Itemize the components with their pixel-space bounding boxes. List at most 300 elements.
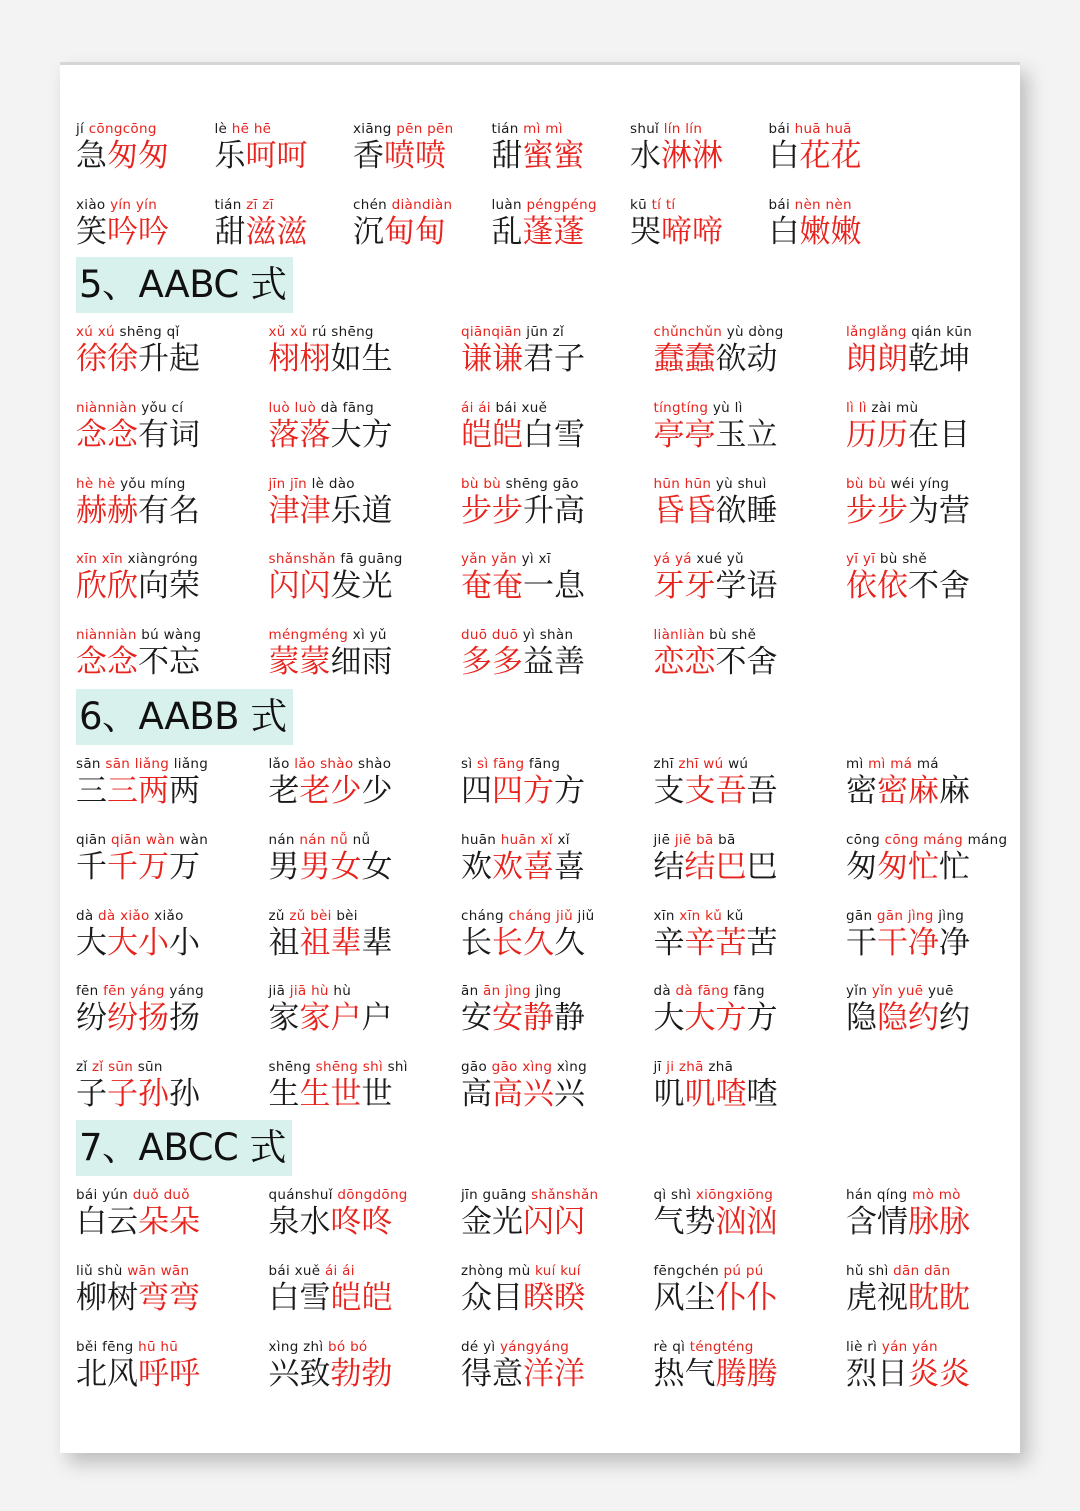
pinyin-segment: jiā — [268, 983, 286, 999]
pinyin-segment: yù lì — [712, 400, 743, 416]
idiom-characters — [461, 847, 585, 887]
character-segment: 扬 — [169, 1000, 200, 1036]
pinyin-line — [353, 197, 452, 213]
idiom-characters — [846, 847, 970, 887]
character-segment: 为营 — [908, 493, 970, 529]
idiom-item — [846, 756, 1039, 816]
pinyin-segment: jī — [653, 1059, 662, 1075]
pinyin-segment: bèi — [310, 908, 332, 924]
pinyin-segment: péngpéng — [526, 197, 597, 213]
pinyin-segment: zhī — [678, 756, 699, 772]
pinyin-line — [461, 324, 564, 340]
pinyin-line — [846, 1339, 938, 1355]
pinyin-segment: nǚ — [330, 832, 348, 848]
pinyin-segment: qiān — [110, 832, 142, 848]
pinyin-line — [269, 832, 371, 848]
pinyin-line — [461, 476, 579, 492]
pinyin-line — [76, 551, 198, 567]
character-segment: 白云 — [76, 1204, 138, 1240]
character-segment: 柳树 — [76, 1280, 138, 1316]
character-segment: 睽睽 — [523, 1280, 585, 1316]
pinyin-segment: ān — [483, 983, 501, 999]
character-segment: 支 — [653, 773, 685, 809]
pinyin-segment: lè dào — [311, 476, 355, 492]
idiom-characters — [269, 998, 393, 1038]
idiom-item — [654, 551, 847, 611]
pinyin-line — [654, 551, 744, 567]
character-segment: 呵呵 — [245, 138, 308, 174]
pinyin-line — [654, 1339, 754, 1355]
character-segment: 不舍 — [715, 644, 778, 680]
pinyin-segment: cháng — [461, 908, 504, 924]
idiom-characters — [269, 771, 393, 811]
idiom-characters — [492, 212, 585, 252]
idiom-characters — [846, 1278, 970, 1318]
idiom-characters — [769, 212, 862, 252]
pinyin-segment: niànniàn — [76, 400, 137, 416]
pinyin-line — [76, 908, 184, 924]
pinyin-segment: gān — [846, 908, 873, 924]
idiom-item — [654, 627, 847, 687]
pinyin-line — [269, 1059, 408, 1075]
pinyin-line — [492, 121, 563, 137]
pinyin-segment: yī yī — [846, 551, 876, 567]
idiom-characters — [846, 771, 970, 811]
pinyin-line — [461, 1339, 569, 1355]
pinyin-line — [269, 1187, 408, 1203]
idiom-characters — [461, 998, 585, 1038]
pinyin-segment: bú wàng — [141, 627, 202, 643]
pinyin-segment: sì — [461, 756, 473, 772]
pinyin-segment: yǎn yǎn — [461, 551, 518, 567]
pinyin-segment: bù bù — [461, 476, 502, 492]
idiom-characters — [269, 1278, 393, 1318]
idiom-item — [269, 551, 462, 611]
character-segment: 步步 — [461, 493, 523, 529]
character-segment: 扬 — [138, 1000, 169, 1036]
idiom-item — [654, 908, 847, 968]
pinyin-line — [76, 121, 157, 137]
character-segment: 生 — [299, 1076, 331, 1112]
character-segment: 学语 — [715, 568, 778, 604]
pinyin-segment: zǐ — [92, 1059, 104, 1075]
character-segment: 干 — [877, 925, 908, 961]
pinyin-segment: máng — [967, 832, 1008, 848]
pinyin-segment: qiān — [76, 832, 107, 848]
character-segment: 白 — [768, 214, 800, 250]
character-segment: 子 — [107, 1076, 138, 1112]
pinyin-segment: shēng gāo — [505, 476, 579, 492]
pinyin-segment: hūn hūn — [653, 476, 712, 492]
character-segment: 洋洋 — [523, 1356, 585, 1392]
idiom-characters — [846, 339, 970, 379]
pinyin-segment: niànniàn — [76, 627, 137, 643]
pinyin-segment: bái — [768, 197, 790, 213]
character-segment: 女 — [330, 849, 362, 885]
pinyin-segment: téngténg — [689, 1339, 754, 1355]
character-segment: 静 — [554, 1000, 585, 1036]
idiom-characters — [76, 998, 200, 1038]
idiom-item — [846, 1263, 1039, 1323]
idiom-item — [846, 832, 1039, 892]
pinyin-segment: diàndiàn — [391, 197, 453, 213]
pinyin-segment: mì mì — [523, 121, 563, 137]
character-segment: 欣欣 — [76, 568, 138, 604]
idiom-characters — [269, 491, 393, 531]
idiom-characters — [654, 1202, 778, 1242]
pinyin-segment: wú — [728, 756, 749, 772]
character-segment: 香 — [353, 138, 384, 174]
idiom-characters — [269, 339, 393, 379]
idiom-item — [654, 1059, 847, 1119]
character-segment: 谦谦 — [461, 341, 523, 377]
pinyin-segment: wàn — [145, 832, 175, 848]
character-segment: 大 — [684, 1000, 716, 1036]
idiom-item — [76, 1059, 269, 1119]
idiom-characters — [269, 923, 393, 963]
pinyin-segment: shǎnshǎn — [531, 1187, 599, 1203]
pinyin-segment: cōngcōng — [88, 121, 157, 137]
pinyin-line — [269, 983, 352, 999]
pinyin-line — [269, 551, 403, 567]
character-segment: 一息 — [523, 568, 585, 604]
idiom-item — [269, 1059, 462, 1119]
idiom-item — [269, 1339, 462, 1399]
idiom-item — [76, 983, 269, 1043]
character-segment: 兴 — [523, 1076, 554, 1112]
character-segment: 大 — [653, 1000, 685, 1036]
character-segment: 金光 — [461, 1204, 523, 1240]
character-segment: 密 — [877, 773, 908, 809]
character-segment: 蠢蠢 — [653, 341, 716, 377]
pinyin-segment: kǔ — [705, 908, 723, 924]
idiom-item — [76, 400, 269, 460]
idiom-characters — [846, 923, 970, 963]
character-segment: 男 — [299, 849, 331, 885]
pinyin-segment: nèn nèn — [794, 197, 852, 213]
idiom-item — [654, 1263, 847, 1323]
character-segment: 沉 — [353, 214, 384, 250]
character-segment: 北风 — [76, 1356, 138, 1392]
pinyin-segment: sān — [76, 756, 101, 772]
idiom-item — [654, 400, 847, 460]
idiom-characters — [269, 642, 393, 682]
pinyin-line — [846, 832, 1007, 848]
pinyin-segment: cháng — [508, 908, 552, 924]
character-segment: 辈 — [330, 925, 362, 961]
character-segment: 四 — [461, 773, 492, 809]
character-segment: 风尘 — [653, 1280, 716, 1316]
idiom-item — [654, 1187, 847, 1247]
pinyin-line — [269, 324, 374, 340]
pinyin-line — [269, 756, 392, 772]
character-segment: 苦 — [746, 925, 778, 961]
character-segment: 叽 — [684, 1076, 716, 1112]
character-segment: 细雨 — [330, 644, 393, 680]
character-segment: 水 — [630, 138, 661, 174]
idiom-characters — [76, 1202, 200, 1242]
pinyin-segment: jìng — [505, 983, 531, 999]
pinyin-line — [76, 476, 186, 492]
idiom-item — [269, 832, 462, 892]
character-segment: 两 — [138, 773, 169, 809]
character-segment: 蜜蜜 — [522, 138, 585, 174]
pinyin-segment: qì shì — [653, 1187, 692, 1203]
idiom-characters — [654, 998, 778, 1038]
idiom-characters — [654, 491, 778, 531]
idiom-item — [461, 1339, 654, 1399]
pinyin-segment: jiā — [289, 983, 307, 999]
idiom-characters — [654, 771, 778, 811]
character-segment: 泉水 — [268, 1204, 331, 1240]
character-segment: 蓬蓬 — [522, 214, 585, 250]
pinyin-line — [846, 983, 954, 999]
character-segment: 小 — [169, 925, 200, 961]
pinyin-segment: shuǐ — [630, 121, 660, 137]
pinyin-segment: luò luò — [268, 400, 317, 416]
character-segment: 向荣 — [138, 568, 200, 604]
pinyin-segment: fā guāng — [340, 551, 403, 567]
pinyin-line — [76, 1059, 163, 1075]
pinyin-segment: gāo — [491, 1059, 518, 1075]
pinyin-segment: wú — [703, 756, 724, 772]
pinyin-line — [76, 324, 180, 340]
character-segment: 祖 — [268, 925, 300, 961]
pinyin-segment: rú shēng — [311, 324, 374, 340]
character-segment: 户 — [361, 1000, 393, 1036]
idiom-characters — [76, 847, 200, 887]
character-segment: 白雪 — [523, 417, 585, 453]
character-segment: 欲动 — [715, 341, 778, 377]
idiom-item — [846, 983, 1039, 1043]
pinyin-line — [846, 908, 964, 924]
pinyin-segment: fāng — [733, 983, 765, 999]
pinyin-line — [269, 476, 355, 492]
pinyin-segment: zhòng mù — [461, 1263, 531, 1279]
character-segment: 步步 — [846, 493, 908, 529]
idiom-characters — [269, 847, 393, 887]
idiom-item — [461, 756, 654, 816]
character-segment: 千 — [76, 849, 107, 885]
pinyin-segment: duō duō — [461, 627, 519, 643]
idiom-characters — [76, 642, 200, 682]
pinyin-segment: yá yá — [653, 551, 692, 567]
pinyin-segment: fēn — [103, 983, 126, 999]
pinyin-segment: bái xuě — [495, 400, 548, 416]
pinyin-segment: xìng zhì — [268, 1339, 324, 1355]
pinyin-segment: nǚ — [352, 832, 371, 848]
character-segment: 安 — [492, 1000, 523, 1036]
character-segment: 户 — [330, 1000, 362, 1036]
idiom-characters — [76, 566, 200, 606]
pinyin-segment: bèi — [336, 908, 358, 924]
pinyin-line — [654, 324, 784, 340]
pinyin-segment: xiào — [76, 197, 106, 213]
pinyin-line — [76, 400, 183, 416]
idiom-item — [461, 627, 654, 687]
character-segment: 忙 — [939, 849, 970, 885]
idiom-item — [76, 627, 269, 687]
idiom-characters — [461, 923, 585, 963]
pinyin-segment: zǔ — [268, 908, 285, 924]
character-segment: 炎炎 — [908, 1356, 970, 1392]
pinyin-line — [654, 400, 743, 416]
character-segment: 千 — [107, 849, 138, 885]
character-segment: 气势 — [653, 1204, 716, 1240]
pinyin-segment: fāng — [528, 756, 561, 772]
section-heading: 7、ABCC 式 — [76, 1120, 292, 1176]
pinyin-segment: jīn guāng — [461, 1187, 527, 1203]
character-segment: 安 — [461, 1000, 492, 1036]
character-segment: 牙牙 — [653, 568, 716, 604]
idiom-characters — [461, 491, 585, 531]
pinyin-segment: lè — [214, 121, 228, 137]
pinyin-segment: huān — [500, 832, 536, 848]
character-segment: 甸甸 — [384, 214, 446, 250]
idiom-characters — [654, 339, 778, 379]
idiom-item — [76, 1187, 269, 1247]
idiom-characters — [269, 1202, 393, 1242]
character-segment: 匆匆 — [107, 138, 169, 174]
idiom-characters — [461, 1278, 585, 1318]
character-segment: 赫赫 — [76, 493, 138, 529]
pinyin-line — [461, 832, 570, 848]
character-segment: 啼啼 — [661, 214, 723, 250]
idiom-item — [846, 908, 1039, 968]
character-segment: 静 — [523, 1000, 554, 1036]
pinyin-line — [215, 197, 274, 213]
character-segment: 祖 — [299, 925, 331, 961]
idiom-characters — [846, 1202, 970, 1242]
idiom-characters — [215, 212, 308, 252]
idiom-item — [269, 983, 462, 1043]
character-segment: 朵朵 — [138, 1204, 200, 1240]
pinyin-segment: jìng — [535, 983, 562, 999]
pinyin-line — [76, 756, 208, 772]
pinyin-line — [269, 1263, 355, 1279]
pinyin-segment: hù — [311, 983, 329, 999]
pinyin-segment: bù bù — [846, 476, 887, 492]
character-segment: 不忘 — [138, 644, 200, 680]
pinyin-segment: sūn — [137, 1059, 163, 1075]
character-segment: 少 — [361, 773, 393, 809]
pinyin-segment: xǐ — [557, 832, 570, 848]
pinyin-line — [769, 121, 852, 137]
pinyin-segment: hù — [333, 983, 352, 999]
idiom-characters — [76, 136, 169, 176]
character-segment: 升高 — [523, 493, 585, 529]
character-segment: 徐徐 — [76, 341, 138, 377]
character-segment: 乐道 — [330, 493, 393, 529]
character-segment: 含情 — [846, 1204, 908, 1240]
pinyin-segment: duǒ duǒ — [132, 1187, 190, 1203]
pinyin-segment: hán qíng — [846, 1187, 908, 1203]
character-segment: 淋淋 — [661, 138, 723, 174]
pinyin-line — [461, 1059, 587, 1075]
pinyin-segment: yángyáng — [500, 1339, 570, 1355]
idiom-item — [461, 832, 654, 892]
pinyin-line — [76, 1339, 178, 1355]
idiom-item — [461, 908, 654, 968]
character-segment: 叽 — [653, 1076, 685, 1112]
character-segment: 大 — [76, 925, 107, 961]
character-segment: 有名 — [138, 493, 200, 529]
idiom-characters — [654, 1354, 778, 1394]
character-segment: 纷 — [76, 1000, 107, 1036]
pinyin-segment: xiǎo — [120, 908, 150, 924]
pinyin-segment: xǐ — [540, 832, 553, 848]
pinyin-segment: zài mù — [871, 400, 919, 416]
character-segment: 匆 — [846, 849, 877, 885]
pinyin-segment: bā — [718, 832, 736, 848]
pinyin-segment: tí tí — [651, 197, 676, 213]
pinyin-segment: yì xī — [521, 551, 551, 567]
character-segment: 隐 — [877, 1000, 908, 1036]
character-segment: 念念 — [76, 417, 138, 453]
character-segment: 辛 — [684, 925, 716, 961]
pinyin-segment: chén — [353, 197, 388, 213]
character-segment: 益善 — [523, 644, 585, 680]
pinyin-line — [461, 551, 551, 567]
character-segment: 蒙蒙 — [268, 644, 331, 680]
character-segment: 滋滋 — [245, 214, 308, 250]
pinyin-segment: liè rì — [846, 1339, 878, 1355]
character-segment: 辈 — [361, 925, 393, 961]
pinyin-segment: bái — [768, 121, 790, 137]
pinyin-segment: bù shě — [709, 627, 757, 643]
character-segment: 世 — [330, 1076, 362, 1112]
idiom-item — [461, 400, 654, 460]
pinyin-line — [76, 1187, 190, 1203]
character-segment: 奄奄 — [461, 568, 523, 604]
pinyin-segment: huān — [461, 832, 497, 848]
pinyin-segment: dé yì — [461, 1339, 496, 1355]
character-segment: 孙 — [138, 1076, 169, 1112]
pinyin-segment: yù shuì — [715, 476, 767, 492]
character-segment: 乾坤 — [908, 341, 970, 377]
character-segment: 约 — [939, 1000, 970, 1036]
idiom-item — [76, 476, 269, 536]
pinyin-segment: yǒu míng — [120, 476, 186, 492]
pinyin-line — [76, 832, 208, 848]
pinyin-line — [461, 400, 547, 416]
pinyin-segment: lì lì — [846, 400, 867, 416]
idiom-item — [76, 832, 269, 892]
idiom-item — [269, 756, 462, 816]
character-segment: 结 — [653, 849, 685, 885]
pinyin-line — [76, 627, 201, 643]
pinyin-segment: kǔ — [726, 908, 744, 924]
pinyin-segment: dà — [653, 983, 671, 999]
character-segment: 升起 — [138, 341, 200, 377]
pinyin-segment: hè hè — [76, 476, 116, 492]
pinyin-segment: dà fāng — [320, 400, 375, 416]
character-segment: 历历 — [846, 417, 908, 453]
character-segment: 乐 — [214, 138, 246, 174]
character-segment: 支 — [684, 773, 716, 809]
pinyin-segment: hē hē — [231, 121, 272, 137]
pinyin-segment: xīn xīn — [76, 551, 123, 567]
pinyin-segment: shì — [387, 1059, 408, 1075]
character-segment: 喜 — [523, 849, 554, 885]
idiom-characters — [654, 1074, 778, 1114]
pinyin-line — [654, 1059, 734, 1075]
idiom-characters — [461, 1354, 585, 1394]
idiom-item — [654, 476, 847, 536]
pinyin-segment: máng — [923, 832, 963, 848]
pinyin-segment: xīn — [679, 908, 701, 924]
character-segment: 闪闪 — [268, 568, 331, 604]
